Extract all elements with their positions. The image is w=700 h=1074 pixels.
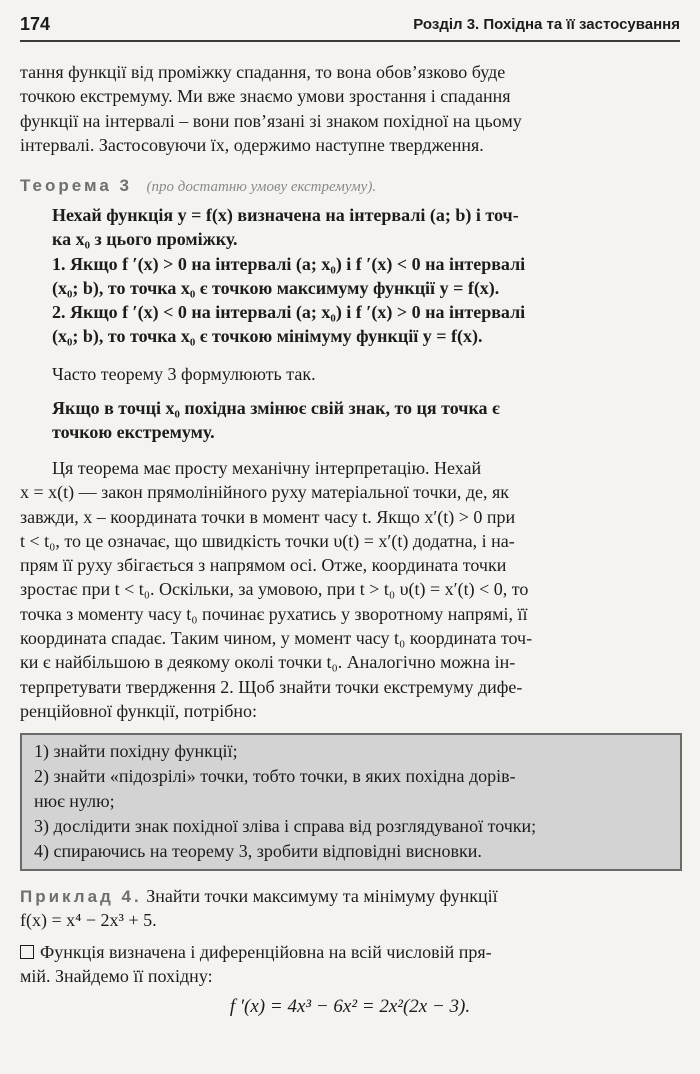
theorem-body [52, 203, 672, 349]
text-line: Часто теорему 3 формулюють так. [52, 364, 316, 384]
text-line: точка з моменту часу t₀ починає рухатись у зворотному напрямі, її [20, 603, 528, 624]
text-line: точкою екстремуму. [52, 422, 215, 443]
text-line: (x₀; b), то точка x₀ є точкою мінімуму функції y = f(x). [52, 326, 483, 347]
text-line: прям її руху збігається з напрямом осі. Отже, координата точки [20, 555, 507, 576]
text-line: 2. Якщо f ′(x) < 0 на інтервалі (a; x₀) і f ′(x) > 0 на інтервалі [52, 302, 526, 323]
page-number: 174 [20, 14, 51, 34]
text-line: 1. Якщо f ′(x) > 0 на інтервалі (a; x₀) і f ′(x) < 0 на інтервалі [52, 253, 526, 274]
text-line: координата спадає. Таким чином, у момент часу t₀ координата точ- [20, 628, 533, 649]
steps-box [20, 733, 682, 871]
step-item: 4) спираючись на теорему 3, зробити відповідні висновки. [34, 841, 482, 861]
text-line: (x₀; b), то точка x₀ є точкою максимуму функції y = f(x). [52, 277, 500, 298]
text-line: Нехай функція y = f(x) визначена на інтервалі (a; b) і точ- [52, 205, 519, 225]
solution-line [20, 940, 680, 964]
text-line: ки є найбільшою в деякому околі точки t₀. Аналогічно можна ін- [20, 652, 516, 673]
theorem-note: (про достатню умову екстремуму). [146, 179, 377, 195]
text-line: завжди, x – координата точки в момент часу t. Якщо x′(t) > 0 при [20, 506, 516, 527]
intro-paragraph [20, 60, 680, 157]
interpretation-paragraph [20, 456, 680, 723]
text-line: x = x(t) — закон прямолінійного руху матеріальної точки, де, як [20, 482, 510, 503]
step-item: 1) знайти похідну функції; [34, 741, 238, 761]
text-line: інтервалі. Застосовуючи їх, одержимо наступне твердження. [20, 134, 484, 155]
example-function: f(x) = x⁴ − 2x³ + 5. [20, 910, 157, 931]
square-icon [20, 945, 34, 959]
derivative-formula: f ′(x) = 4x³ − 6x² = 2x²(2x − 3). [229, 996, 471, 1017]
reformulation-intro [52, 362, 672, 386]
solution-paragraph [20, 940, 680, 989]
example-block [20, 884, 680, 933]
example-task: Знайти точки максимуму та мінімуму функції [146, 886, 498, 906]
step-item: 2) знайти «підозрілі» точки, тобто точки, в яких похідна дорів- [34, 766, 516, 786]
theorem-heading [20, 175, 680, 196]
text-line: Ця теорема має просту механічну інтерпретацію. Нехай [52, 458, 482, 478]
text-line: Якщо в точці x₀ похідна змінює свій знак, то ця точка є [52, 398, 500, 418]
solution-text: Функція визначена і диференційовна на всій числовій пря- [40, 942, 492, 962]
example-line [20, 884, 680, 908]
text-line: терпретувати твердження 2. Щоб знайти точки екстремуму дифе- [20, 676, 523, 697]
example-label: Приклад 4. [20, 887, 142, 906]
chapter-title: Розділ 3. Похідна та її застосування [413, 16, 680, 33]
step-item: нює нулю; [34, 791, 115, 811]
text-line: тання функції від проміжку спадання, то вона обов’язково буде [20, 62, 506, 82]
text-line: t < t₀, то це означає, що швидкість точки υ(t) = x′(t) додатна, і на- [20, 530, 515, 551]
text-line: точкою екстремуму. Ми вже знаємо умови зростання і спадання [20, 86, 511, 107]
theorem-label: Теорема 3 [20, 176, 132, 195]
text-line: ренційовної функції, потрібно: [20, 700, 258, 721]
text-line: зростає при t < t₀. Оскільки, за умовою, при t > t₀ υ(t) = x′(t) < 0, то [20, 579, 529, 600]
reformulation [52, 396, 672, 445]
text-line: мій. Знайдемо її похідну: [20, 966, 213, 987]
step-item: 3) дослідити знак похідної зліва і справа від розглядуваної точки; [34, 816, 537, 836]
page-header [20, 10, 680, 42]
text-line: функції на інтервалі – вони пов’язані зі знаком похідної на цьому [20, 110, 522, 131]
text-line: ка x₀ з цього проміжку. [52, 229, 238, 250]
